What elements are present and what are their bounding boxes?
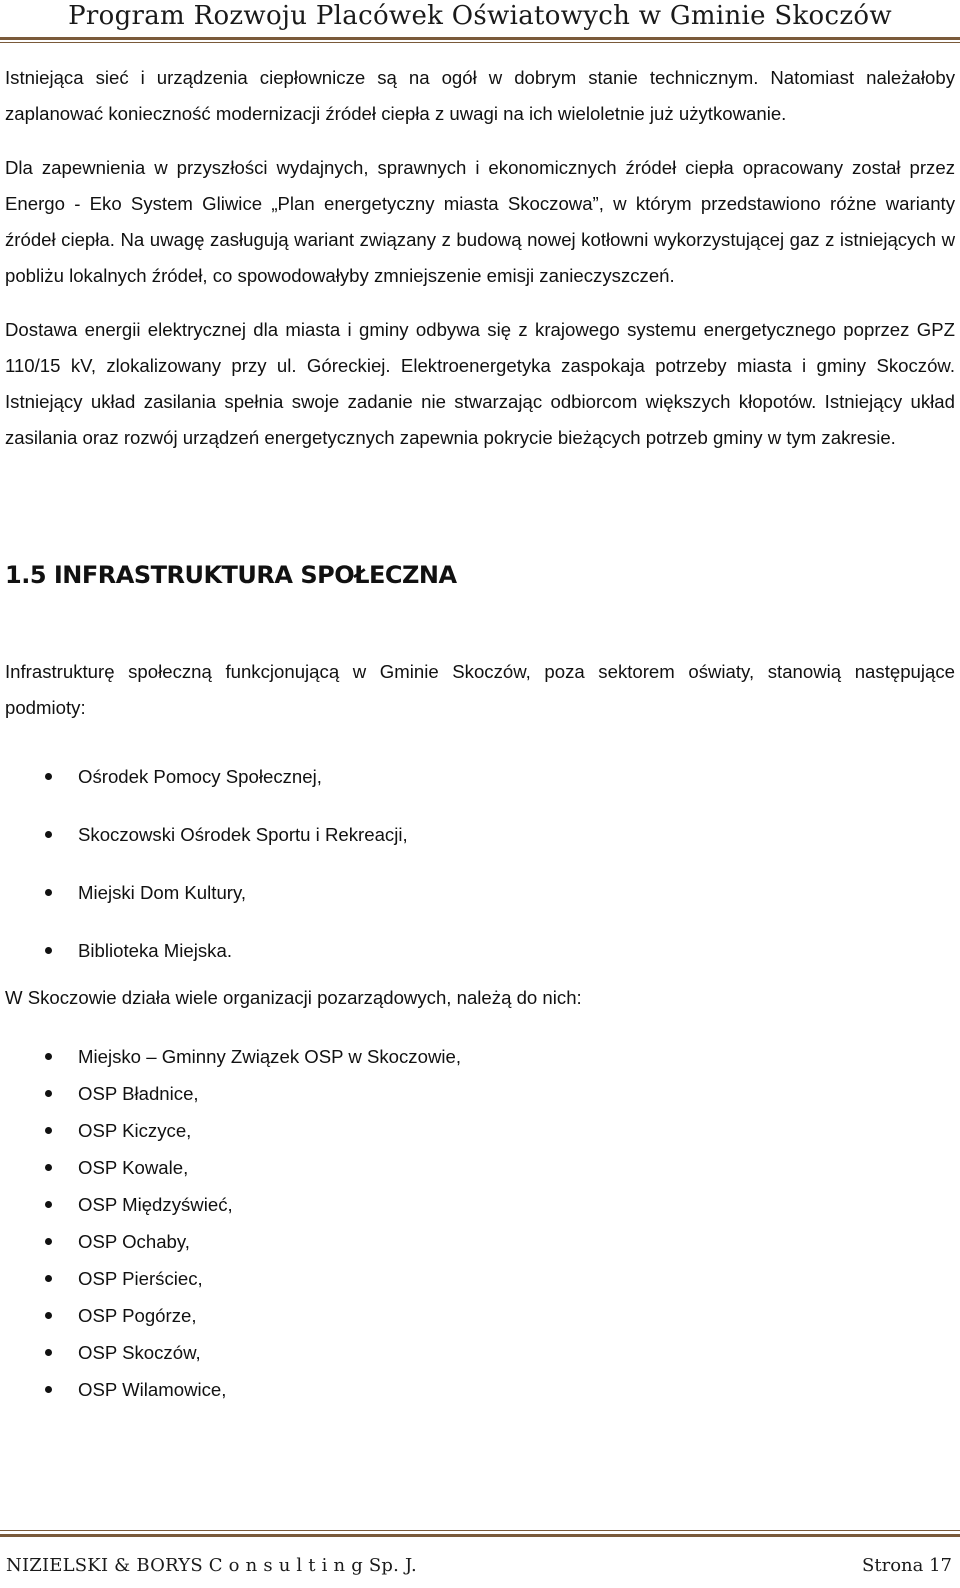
list-item: OSP Pogórze, <box>5 1297 955 1334</box>
bullet-icon <box>45 1386 52 1393</box>
bullet-icon <box>45 773 52 780</box>
bullet-icon <box>45 947 52 954</box>
bullet-icon <box>45 1090 52 1097</box>
bullet-icon <box>45 1053 52 1060</box>
document-title: Program Rozwoju Placówek Oświatowych w Gminie Skoczów <box>68 1 892 31</box>
paragraph-electricity: Dostawa energii elektrycznej dla miasta i gminy odbywa się z krajowego systemu energetycznego poprzez GPZ 110/15 kV, zlokalizowany przy ul. Góreckiej. Elektroenergetyka zaspokaja potrzeby miasta i gminy Skoczów. Istniejący układ zasilania spełnia swoje zadanie nie stwarzając odbiorcom większych kłopotów. Istniejący układ zasilania oraz rozwój urządzeń energetycznych zapewnia pokrycie bieżących potrzeb gminy w tym zakresie. <box>5 319 955 448</box>
section-heading: 1.5 INFRASTRUKTURA SPOŁECZNA <box>5 561 457 589</box>
header-rule-thick <box>0 37 960 40</box>
footer-rule-thick <box>0 1534 960 1537</box>
list-item: Miejski Dom Kultury, <box>5 864 955 922</box>
page-body <box>5 60 955 1408</box>
page-header <box>0 0 960 40</box>
bullet-icon <box>45 1349 52 1356</box>
section-intro: Infrastrukturę społeczną funkcjonującą w Gminie Skoczów, poza sektorem oświaty, stanowią następujące podmioty: <box>5 661 955 718</box>
list-item: Biblioteka Miejska. <box>5 922 955 980</box>
footer-rule-thin <box>0 1530 960 1531</box>
list-item: OSP Wilamowice, <box>5 1371 955 1408</box>
list-item: OSP Bładnice, <box>5 1075 955 1112</box>
list-item: Miejsko – Gminny Związek OSP w Skoczowie, <box>5 1038 955 1075</box>
list-item: Skoczowski Ośrodek Sportu i Rekreacji, <box>5 806 955 864</box>
bullet-icon <box>45 1312 52 1319</box>
header-rule-thin <box>0 42 960 43</box>
bullet-icon <box>45 1275 52 1282</box>
paragraph-heating: Istniejąca sieć i urządzenia ciepłownicze są na ogół w dobrym stanie technicznym. Natomiast należałoby zaplanować konieczność modernizacji źródeł ciepła z uwagi na ich wieloletnie już użytkowanie. <box>5 67 955 124</box>
social-infrastructure-list <box>5 748 955 980</box>
bullet-icon <box>45 1238 52 1245</box>
list-item: OSP Skoczów, <box>5 1334 955 1371</box>
list-item: OSP Pierściec, <box>5 1260 955 1297</box>
footer-company: NIZIELSKI & BORYS C o n s u l t i n g Sp. J. <box>6 1555 417 1576</box>
list-item: OSP Międzyświeć, <box>5 1186 955 1223</box>
list-item: OSP Kowale, <box>5 1149 955 1186</box>
ngo-list <box>5 1038 955 1408</box>
list-item: OSP Ochaby, <box>5 1223 955 1260</box>
bullet-icon <box>45 1164 52 1171</box>
list-item: OSP Kiczyce, <box>5 1112 955 1149</box>
bullet-icon <box>45 1127 52 1134</box>
list-item: Ośrodek Pomocy Społecznej, <box>5 748 955 806</box>
ngo-intro: W Skoczowie działa wiele organizacji pozarządowych, należą do nich: <box>5 987 582 1008</box>
bullet-icon <box>45 831 52 838</box>
page-footer <box>0 1528 960 1588</box>
page-number: Strona 17 <box>862 1555 952 1576</box>
bullet-icon <box>45 889 52 896</box>
bullet-icon <box>45 1201 52 1208</box>
paragraph-energy-plan: Dla zapewnienia w przyszłości wydajnych, sprawnych i ekonomicznych źródeł ciepła opracowany został przez Energo - Eko System Gliwice „Plan energetyczny miasta Skoczowa”, w którym przedstawiono różne warianty źródeł ciepła. Na uwagę zasługują wariant związany z budową nowej kotłowni wykorzystującej gaz z istniejących w pobliżu lokalnych źródeł, co spowodowałyby zmniejszenie emisji zanieczyszczeń. <box>5 157 955 286</box>
